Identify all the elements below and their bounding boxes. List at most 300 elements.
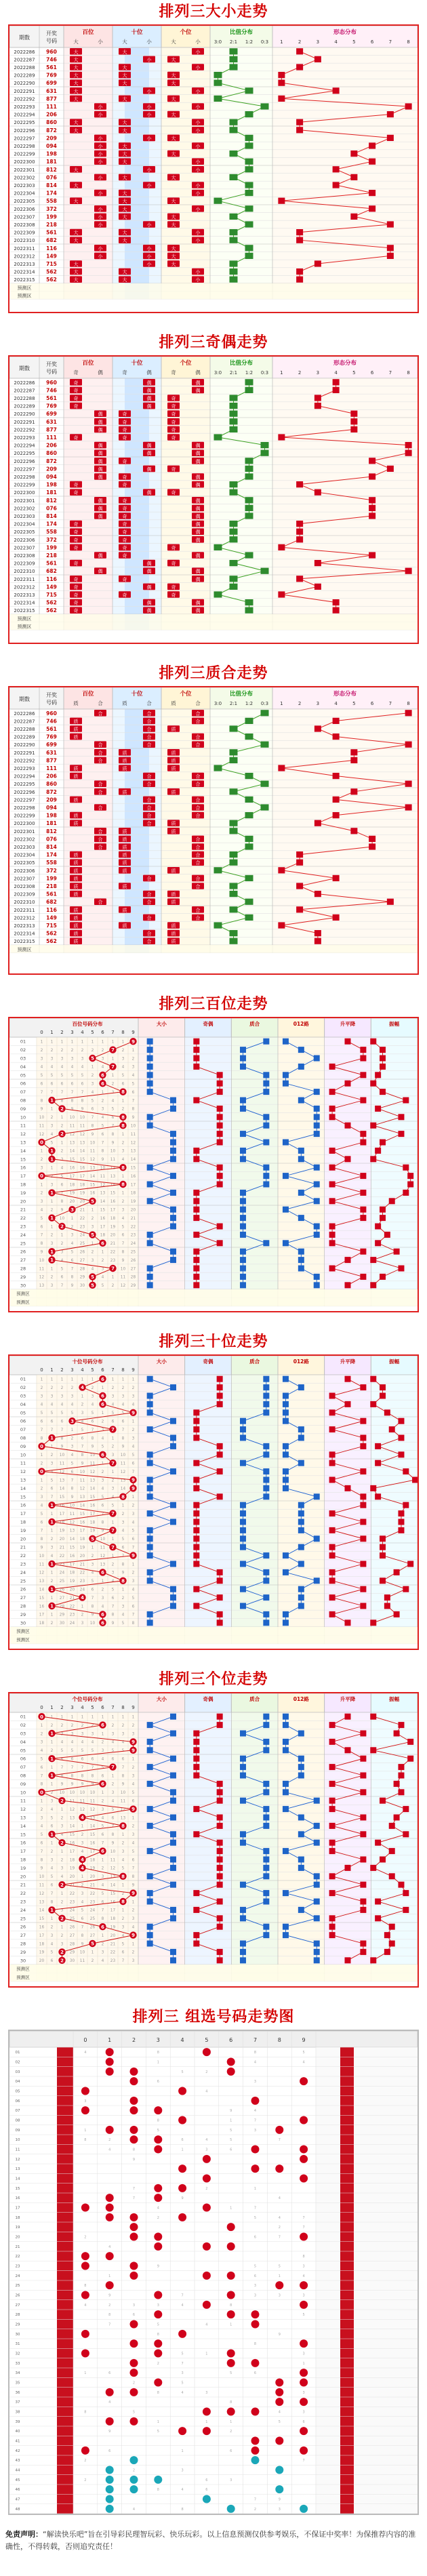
omission-count: 1 (131, 1377, 135, 1382)
omission-count: 1 (230, 2206, 232, 2211)
omission-count: 4 (101, 1065, 104, 1070)
omission-count: 7 (302, 2226, 305, 2230)
omission-count: 1 (84, 2371, 87, 2376)
omission-count: 2 (50, 1749, 54, 1754)
attr-cell-text: 偶 (146, 443, 152, 449)
draw-number: 218 (46, 222, 57, 228)
omission-count: 8 (60, 1436, 64, 1441)
group-ball (130, 2077, 138, 2085)
attr-cell-text: 合 (195, 742, 201, 748)
omission-count: 4 (101, 1436, 104, 1441)
omission-count: 25 (69, 1917, 75, 1922)
group-marker (380, 1577, 386, 1584)
header-dist: 百位号码分布 (72, 1021, 103, 1027)
omission-count: 6 (91, 1588, 94, 1592)
group-ball (130, 2106, 138, 2114)
group-marker (398, 1114, 404, 1120)
omission-count: 12 (69, 1807, 75, 1812)
attr-cell-text: 偶 (146, 451, 152, 457)
group-marker (345, 1485, 351, 1491)
row-index: 45 (15, 2478, 20, 2482)
omission-count: 7 (40, 1428, 43, 1432)
period-label: 2022314 (14, 931, 35, 937)
group-marker (170, 1435, 176, 1441)
omission-count: 3 (40, 1394, 43, 1399)
group-marker (193, 1932, 199, 1938)
group-marker (217, 1781, 223, 1787)
omission-count: 7 (278, 2138, 281, 2143)
omission-count: 12 (100, 1183, 106, 1188)
group-marker (193, 1215, 199, 1221)
omission-count: 27 (130, 1267, 136, 1272)
omission-count: 22 (79, 1216, 85, 1221)
omission-count: 17 (89, 1849, 96, 1854)
group-marker (283, 1409, 289, 1415)
omission-count: 1 (40, 1799, 43, 1804)
group-marker (170, 1190, 176, 1196)
pattern-marker (296, 860, 303, 866)
group-marker (147, 1781, 153, 1787)
group-marker (240, 1502, 246, 1508)
omission-count: 6 (108, 2371, 111, 2376)
group-marker (345, 1257, 351, 1263)
omission-count: 2 (81, 1403, 84, 1407)
omission-count: 9 (91, 1445, 94, 1449)
group-marker (263, 1451, 269, 1457)
omission-count: 5 (181, 2070, 184, 2074)
attr-cell-text: 大 (171, 112, 176, 118)
attr-cell-text: 合 (146, 773, 152, 780)
omission-count: 3 (205, 2148, 208, 2152)
omission-count: 13 (69, 1529, 75, 1533)
attr-cell-text: 质 (73, 876, 79, 882)
attr-cell-text: 小 (195, 159, 201, 165)
group-marker (263, 1485, 269, 1491)
pattern-marker (296, 127, 303, 133)
omission-count: 3 (40, 1166, 43, 1171)
header-group-label: 质合 (249, 1696, 260, 1702)
ratio-marker (230, 395, 238, 401)
draw-number: 076 (46, 505, 57, 512)
ratio-marker (230, 938, 238, 944)
omission-count: 14 (89, 1174, 96, 1179)
draw-number: 814 (46, 182, 57, 188)
group-marker (345, 1081, 351, 1087)
group-marker (370, 1401, 376, 1407)
omission-count: 3 (132, 2303, 136, 2308)
attr-cell-text: 大 (73, 167, 79, 173)
group-marker (263, 1376, 269, 1382)
digit-ball-label: 1 (50, 1148, 54, 1154)
group-marker (147, 1569, 153, 1575)
group-marker (170, 1594, 176, 1601)
header-position: 十位 (131, 360, 143, 367)
omission-count: 4 (81, 1900, 84, 1905)
ratio-marker (245, 190, 253, 196)
omission-count: 4 (40, 1208, 43, 1213)
attr-cell-text: 小 (98, 151, 103, 157)
attr-cell-text: 合 (146, 797, 152, 803)
omission-count: 5 (230, 2128, 232, 2133)
omission-count: 9 (111, 1622, 115, 1626)
omission-count: 5 (70, 1411, 74, 1416)
group-marker (394, 1249, 400, 1255)
omission-count: 5 (101, 1824, 104, 1829)
group-marker (380, 1215, 386, 1221)
omission-count: 18 (100, 1233, 106, 1238)
group-marker (193, 1485, 199, 1491)
footer-row (9, 1627, 418, 1635)
period-label: 2022308 (14, 553, 35, 559)
attr-cell-text: 偶 (195, 475, 201, 480)
attr-cell-text: 大 (122, 214, 127, 220)
omission-count: 3 (111, 1791, 115, 1796)
omission-count: 6 (40, 1765, 43, 1770)
draw-number: 699 (46, 80, 57, 87)
group-ball (203, 2408, 211, 2416)
draw-number: 209 (46, 797, 57, 803)
pattern-marker (296, 268, 303, 275)
group-marker (283, 1890, 289, 1896)
header-position: 十位 (131, 691, 143, 698)
header-ratio-col: 3:0 (214, 370, 222, 376)
omission-count: 3 (60, 1732, 64, 1737)
group-marker (170, 1384, 176, 1390)
digit-ball-label: 1 (50, 1756, 54, 1762)
omission-count: 2 (157, 2215, 159, 2220)
omission-count: 1 (50, 1571, 54, 1575)
omission-count: 7 (50, 1495, 54, 1500)
omission-count: 6 (111, 1596, 115, 1601)
omission-count: 13 (79, 1495, 85, 1500)
group-marker (298, 1098, 304, 1104)
group-marker (360, 1140, 366, 1146)
header-digit: 9 (131, 1705, 135, 1710)
group-marker (329, 1182, 336, 1188)
row-index: 36 (15, 2390, 20, 2395)
omission-count: 21 (110, 1942, 116, 1947)
group-marker (389, 1941, 395, 1947)
group-ball (300, 2301, 308, 2309)
omission-count: 20 (69, 1875, 75, 1880)
period-label: 2022314 (14, 600, 35, 606)
omission-count: 1 (91, 1715, 94, 1720)
group-marker (360, 1949, 366, 1955)
attr-cell-text: 合 (195, 734, 201, 740)
group-marker (398, 1131, 404, 1137)
group-marker (193, 1756, 199, 1762)
ratio-marker (245, 221, 253, 227)
omission-count: 1 (111, 1436, 115, 1441)
omission-count: 7 (111, 1605, 115, 1609)
trend-table-size (9, 26, 418, 312)
omission-count: 12 (120, 1807, 126, 1812)
attr-cell-text: 质 (171, 828, 176, 834)
omission-count: 6 (60, 1420, 64, 1424)
attr-cell-text: 合 (98, 837, 103, 843)
omission-count: 2 (111, 1478, 115, 1483)
ratio-marker (245, 205, 253, 212)
header-pattern-col: 8 (407, 701, 410, 706)
attr-cell-text: 质 (73, 734, 79, 740)
omission-count: 1 (91, 1208, 94, 1213)
omission-count: 8 (132, 2148, 136, 2152)
group-ball (178, 2427, 186, 2435)
omission-count: 16 (110, 1200, 116, 1205)
attr-cell-text: 质 (122, 852, 127, 858)
omission-count: 1 (91, 1546, 94, 1550)
group-marker (170, 1789, 176, 1795)
omission-count: 2 (121, 1512, 125, 1516)
omission-count: 14 (59, 1487, 65, 1491)
attr-cell-text: 大 (122, 199, 127, 205)
group-ball (275, 2466, 283, 2474)
omission-count: 6 (111, 1816, 115, 1821)
group-marker (329, 1114, 336, 1120)
omission-count: 8 (230, 2303, 232, 2308)
omission-count: 3 (278, 2507, 281, 2512)
omission-count: 6 (302, 2419, 305, 2424)
pattern-marker (369, 205, 375, 212)
group-ball (154, 2106, 162, 2114)
row-index: 25 (20, 1578, 26, 1584)
omission-count: 10 (39, 1554, 45, 1558)
draw-number: 558 (46, 198, 57, 205)
attr-cell-text: 偶 (195, 569, 201, 575)
group-marker (360, 1468, 366, 1474)
pattern-marker (350, 788, 357, 794)
header-pattern-col: 6 (370, 701, 374, 706)
group-marker (329, 1764, 336, 1770)
omission-count: 19 (110, 1925, 116, 1930)
row-index: 01 (20, 1039, 26, 1045)
attr-cell-text: 偶 (195, 388, 201, 394)
ratio-marker (230, 411, 238, 417)
omission-count: 6 (131, 1858, 135, 1863)
omission-count: 17 (39, 1933, 45, 1938)
period-label: 2022291 (14, 750, 35, 756)
attr-cell-text: 合 (98, 710, 103, 717)
group-marker (147, 1039, 153, 1045)
row-index: 16 (20, 1165, 26, 1171)
header-sub: 合 (146, 700, 152, 706)
group-marker (193, 1039, 199, 1045)
omission-count: 9 (81, 1462, 84, 1466)
omission-count: 13 (79, 1141, 85, 1146)
pattern-bg (272, 709, 418, 953)
group-ball (203, 2301, 211, 2309)
group-ball (227, 2068, 235, 2076)
group-marker (147, 1899, 153, 1905)
omission-count: 1 (121, 1174, 125, 1179)
omission-count: 6 (131, 1605, 135, 1609)
group-marker (389, 1426, 395, 1432)
group-marker (217, 1165, 223, 1171)
ratio-marker (261, 742, 269, 748)
group-marker (147, 1376, 153, 1382)
pattern-marker (278, 867, 285, 873)
omission-count: 10 (69, 1791, 75, 1796)
group-marker (314, 1949, 320, 1955)
digit-ball-label: 3 (70, 1207, 74, 1213)
omission-count: 8 (70, 1774, 74, 1779)
attr-cell-text: 大 (73, 120, 79, 126)
omission-count: 4 (101, 1275, 104, 1280)
row-index: 17 (15, 2206, 20, 2211)
draw-number: 076 (46, 174, 57, 181)
pattern-marker (278, 765, 285, 771)
group-ball (106, 2388, 114, 2396)
attr-cell-text: 质 (122, 860, 127, 866)
group-marker (370, 1123, 376, 1129)
header-digit: 7 (111, 1705, 115, 1710)
omission-count: 7 (181, 2361, 184, 2366)
omission-count: 1 (91, 1377, 94, 1382)
omission-count: 6 (81, 1082, 84, 1087)
omission-count: 2 (50, 1579, 54, 1584)
group-marker (360, 1072, 366, 1078)
omission-count: 9 (131, 1883, 135, 1888)
omission-count: 12 (79, 1487, 85, 1491)
group-marker (345, 1619, 351, 1626)
row-index: 22 (20, 1891, 26, 1897)
header-pattern-col: 5 (352, 701, 356, 706)
omission-count: 16 (89, 1841, 96, 1846)
group-marker (170, 1882, 176, 1888)
group-marker (314, 1882, 320, 1888)
period-label: 2022301 (14, 828, 35, 834)
group-marker (170, 1603, 176, 1609)
omission-count: 2 (121, 1841, 125, 1846)
group-ball (300, 2427, 308, 2435)
attr-cell-text: 偶 (146, 388, 152, 394)
omission-count: 4 (50, 1942, 54, 1947)
draw-number: 199 (46, 875, 57, 882)
attr-cell-text: 大 (73, 183, 79, 188)
digit-ball-label: 2 (60, 1916, 64, 1922)
attr-cell-text: 大 (73, 127, 79, 134)
digit-ball-label: 1 (50, 1586, 54, 1592)
row-index: 22 (15, 2255, 20, 2259)
group-ball (300, 2077, 308, 2085)
draw-number: 960 (46, 48, 57, 55)
draw-number: 561 (46, 229, 57, 236)
period-label: 2022292 (14, 96, 35, 102)
group-marker (398, 1764, 404, 1770)
omission-count: 7 (40, 1090, 43, 1095)
group-ball (300, 2379, 308, 2387)
omission-count: 2 (111, 1386, 115, 1390)
row-index: 05 (20, 1410, 26, 1416)
attr-cell-text: 质 (73, 852, 79, 858)
draw-number: 562 (46, 930, 57, 937)
attr-cell-text: 偶 (146, 608, 152, 614)
omission-count: 4 (91, 1740, 94, 1745)
omission-count: 3 (121, 1208, 125, 1213)
group-marker (217, 1468, 223, 1474)
group-marker (380, 1055, 386, 1062)
group-ball (251, 2447, 260, 2455)
attr-cell-text: 合 (98, 845, 103, 850)
omission-count: 10 (120, 1267, 126, 1272)
group-ball (130, 2388, 138, 2396)
omission-count: 15 (100, 1208, 106, 1213)
draw-number: 116 (46, 245, 57, 251)
group-marker (240, 1840, 246, 1846)
draw-number: 860 (46, 450, 57, 457)
omission-count: 6 (205, 2478, 208, 2482)
omission-count: 3 (121, 1149, 125, 1154)
pattern-marker (387, 221, 394, 227)
attr-cell-text: 合 (195, 773, 201, 780)
group-marker (193, 1890, 199, 1896)
omission-count: 6 (121, 1420, 125, 1424)
group-marker (217, 1789, 223, 1795)
attr-cell-text: 大 (122, 151, 127, 157)
digit-ball-label: 6 (101, 1402, 104, 1407)
attr-cell-text: 小 (98, 144, 103, 149)
attr-cell-text: 合 (195, 813, 201, 819)
header-digit: 0 (40, 1705, 43, 1710)
omission-count: 7 (60, 1765, 64, 1770)
attr-cell-text: 合 (146, 915, 152, 921)
attr-cell-text: 大 (73, 230, 79, 236)
group-marker (389, 1873, 395, 1879)
omission-count: 9 (70, 1284, 74, 1289)
omission-count: 3 (111, 1571, 115, 1575)
digit-ball-label: 1 (50, 1519, 54, 1525)
omission-count: 11 (39, 1267, 45, 1272)
group-header-digit: 3 (156, 2037, 160, 2043)
omission-count: 16 (89, 1191, 96, 1196)
group-marker (240, 1561, 246, 1567)
ratio-marker (245, 458, 253, 464)
group-marker (298, 1215, 304, 1221)
pattern-marker (278, 434, 285, 440)
group-marker (370, 1257, 376, 1263)
group-marker (263, 1722, 269, 1728)
group-marker (283, 1569, 289, 1575)
digit-ball-label: 2 (60, 1958, 64, 1964)
omission-count: 2 (70, 1436, 74, 1441)
digit-ball-label: 8 (121, 1494, 125, 1500)
omission-count: 4 (108, 2400, 111, 2405)
group-marker (217, 1443, 223, 1449)
group-ball (130, 2339, 138, 2348)
omission-count: 14 (130, 1158, 136, 1163)
omission-count: 2 (60, 1900, 64, 1905)
omission-count: 6 (101, 1774, 104, 1779)
omission-count: 5 (131, 1453, 135, 1458)
omission-count: 12 (89, 1807, 96, 1812)
omission-count: 2 (81, 1883, 84, 1888)
group-marker (217, 1840, 223, 1846)
omission-count: 11 (120, 1462, 126, 1466)
pattern-marker (333, 914, 340, 921)
attr-cell-text: 大 (171, 57, 176, 63)
omission-count: 3 (101, 1107, 104, 1112)
group-marker (283, 1932, 289, 1938)
omission-count: 1 (50, 1715, 54, 1720)
omission-count: 2 (50, 1233, 54, 1238)
group-marker (240, 1190, 246, 1196)
group-marker (193, 1156, 199, 1162)
attr-cell-text: 合 (98, 758, 103, 764)
row-index: 10 (20, 1452, 26, 1458)
period-label: 2022295 (14, 120, 35, 126)
omission-count: 14 (89, 1824, 96, 1829)
pattern-marker (296, 48, 303, 54)
